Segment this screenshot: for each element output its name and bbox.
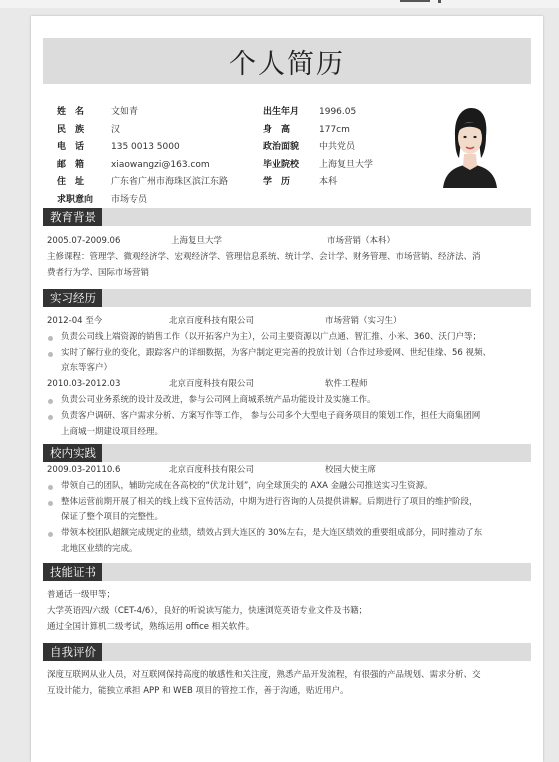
education-header-row xyxy=(47,234,525,250)
campus-role: 校园大使主席 xyxy=(325,465,377,475)
job-company: 北京百度科技有限公司 xyxy=(169,316,255,326)
education-period: 2005.07-2009.06 xyxy=(47,236,121,246)
info-value: 市场专员 xyxy=(111,194,148,205)
bullet-text: 负责客户调研、客户需求分析、方案写作等工作， 参与公司多个大型电子商务项目的策划工作，担任大商集团网 xyxy=(61,410,481,421)
top-mark-dot xyxy=(438,0,441,3)
info-row xyxy=(57,174,228,192)
info-value: 上海复旦大学 xyxy=(319,159,374,170)
bullet-text: 带领自己的团队，辅助完成在各高校的“伏龙计划”，向全球顶尖的 AXA 金融公司推送实习生资源。 xyxy=(61,480,433,491)
job-header-row xyxy=(47,314,525,330)
campus-header-row xyxy=(47,463,525,479)
section-heading: 校内实践 xyxy=(43,444,102,462)
bullet-continuation xyxy=(47,542,525,558)
job-period: 2010.03-2012.03 xyxy=(47,379,121,390)
info-label: 电 话 xyxy=(57,142,85,152)
info-row xyxy=(263,122,373,140)
info-value: xiaowangzi@163.com xyxy=(111,159,210,170)
info-row xyxy=(57,192,228,210)
section-internship xyxy=(43,289,531,307)
bullet-continuation xyxy=(47,510,525,526)
bullet-icon xyxy=(47,526,61,542)
skill-line: 大学英语四/六级（CET-4/6），良好的听说读写能力，快速浏览英语专业文件及书籍； xyxy=(47,605,368,616)
top-mark xyxy=(400,0,430,2)
info-label: 求职意向 xyxy=(57,194,94,205)
bullet-item xyxy=(47,393,525,409)
evaluation-content xyxy=(47,668,525,700)
bullet-icon xyxy=(47,346,61,362)
section-heading: 自我评价 xyxy=(43,643,102,661)
education-courses-line: 主修课程：管理学、微观经济学、宏观经济学、管理信息系统、统计学、会计学、财务管理、市场营销、经济法、消 xyxy=(47,251,481,262)
bullet-continuation xyxy=(47,361,525,377)
skills-content xyxy=(47,588,525,635)
bullet-icon xyxy=(47,393,61,409)
info-row xyxy=(57,104,228,122)
campus-period: 2009.03-20110.6 xyxy=(47,465,121,475)
section-heading: 技能证书 xyxy=(43,563,102,581)
info-row xyxy=(263,104,373,122)
bullet-text: 负责公司线上端资源的销售工作（以开拓客户为主），公司主要资源以广点通、智汇推、小米、360、沃门户等； xyxy=(61,331,481,342)
bullet-item xyxy=(47,526,525,542)
section-education xyxy=(43,208,531,226)
bullet-text: 京东等客户） xyxy=(61,363,113,374)
info-value: 本科 xyxy=(319,177,338,187)
bullet-icon xyxy=(47,479,61,495)
section-evaluation xyxy=(43,643,531,661)
bullet-text: 负责公司业务系统的设计及改进，参与公司网上商城系统产品功能设计及实施工作。 xyxy=(61,394,376,405)
section-heading: 实习经历 xyxy=(43,289,102,307)
bullet-continuation xyxy=(47,425,525,441)
bullet-item xyxy=(47,409,525,425)
info-label: 邮 箱 xyxy=(57,159,85,170)
education-content xyxy=(47,234,525,281)
info-label: 政治面貌 xyxy=(263,142,300,152)
job-role: 软件工程师 xyxy=(325,379,368,390)
bullet-item xyxy=(47,479,525,495)
bullet-text: 保证了整个项目的完整性。 xyxy=(61,512,164,523)
info-value: 1996.05 xyxy=(319,107,357,117)
bullet-icon xyxy=(47,495,61,511)
info-label: 出生年月 xyxy=(263,107,300,117)
section-skills xyxy=(43,563,531,581)
info-row xyxy=(57,139,228,157)
info-row xyxy=(263,157,373,175)
info-row xyxy=(263,139,373,157)
info-value: 汉 xyxy=(111,124,121,135)
info-row xyxy=(57,122,228,140)
info-row xyxy=(263,174,373,192)
job-period: 2012-04 至今 xyxy=(47,316,103,326)
job-company: 北京百度科技有限公司 xyxy=(169,379,255,390)
resume-page xyxy=(31,16,543,762)
section-campus xyxy=(43,444,531,462)
bullet-text: 实时了解行业的变化，跟踪客户的详细数据，为客户制定更完善的投放计划（合作过珍爱网、世纪佳缘、56 视频、 xyxy=(61,347,492,358)
evaluation-line: 深度互联网从业人员，对互联网保持高度的敏感性和关注度，熟悉产品开发流程，有很强的产品规划、需求分析、交 xyxy=(47,670,481,680)
info-label: 毕业院校 xyxy=(263,159,300,170)
education-school: 上海复旦大学 xyxy=(171,236,223,246)
skill-line: 通过全国计算机二级考试，熟练运用 office 相关软件。 xyxy=(47,621,255,632)
info-row xyxy=(57,157,228,175)
info-value: 177cm xyxy=(319,124,350,135)
info-label: 学 历 xyxy=(263,177,291,187)
info-value: 文如青 xyxy=(111,107,139,117)
info-label: 身 高 xyxy=(263,124,291,135)
info-label: 姓 名 xyxy=(57,107,85,117)
info-right xyxy=(263,104,373,192)
top-strip xyxy=(0,0,559,8)
campus-content xyxy=(47,463,525,558)
bullet-text: 北地区业绩的完成。 xyxy=(61,543,138,554)
education-major: 市场营销（本科） xyxy=(327,236,396,246)
info-value: 广东省广州市海珠区滨江东路 xyxy=(111,177,229,187)
info-label: 住 址 xyxy=(57,177,85,187)
skill-line: 普通话一级甲等； xyxy=(47,590,116,600)
bullet-icon xyxy=(47,409,61,425)
campus-company: 北京百度科技有限公司 xyxy=(169,465,255,475)
page-title: 个人简历 xyxy=(229,48,345,80)
profile-photo xyxy=(435,102,505,188)
section-heading: 教育背景 xyxy=(43,208,102,226)
bullet-icon xyxy=(47,330,61,346)
job-header-row xyxy=(47,377,525,393)
title-bar xyxy=(43,38,531,84)
bullet-item xyxy=(47,346,525,362)
info-label: 民 族 xyxy=(57,124,85,135)
bullet-item xyxy=(47,330,525,346)
evaluation-line: 互设计能力，能独立承担 APP 和 WEB 项目的管控工作，善于沟通，贴近用户。 xyxy=(47,685,349,696)
bullet-text: 上商城一期建设项目经理。 xyxy=(61,426,164,437)
info-left xyxy=(57,104,228,209)
info-value: 中共党员 xyxy=(319,142,356,152)
info-value: 135 0013 5000 xyxy=(111,142,180,152)
internship-content xyxy=(47,314,525,440)
bullet-text: 整体运营前期开展了相关的线上线下宣传活动，中期为进行咨询的人员提供讲解。后期进行了项目的维护阶段， xyxy=(61,496,478,507)
bullet-text: 带领本校团队超额完成规定的业绩，绩效占到大连区的 30%左右，是大连区绩效的重要组成部分，同时推动了东 xyxy=(61,528,483,539)
education-courses-line: 费者行为学、国际市场营销 xyxy=(47,267,150,278)
bullet-item xyxy=(47,495,525,511)
job-role: 市场营销（实习生） xyxy=(325,316,402,326)
